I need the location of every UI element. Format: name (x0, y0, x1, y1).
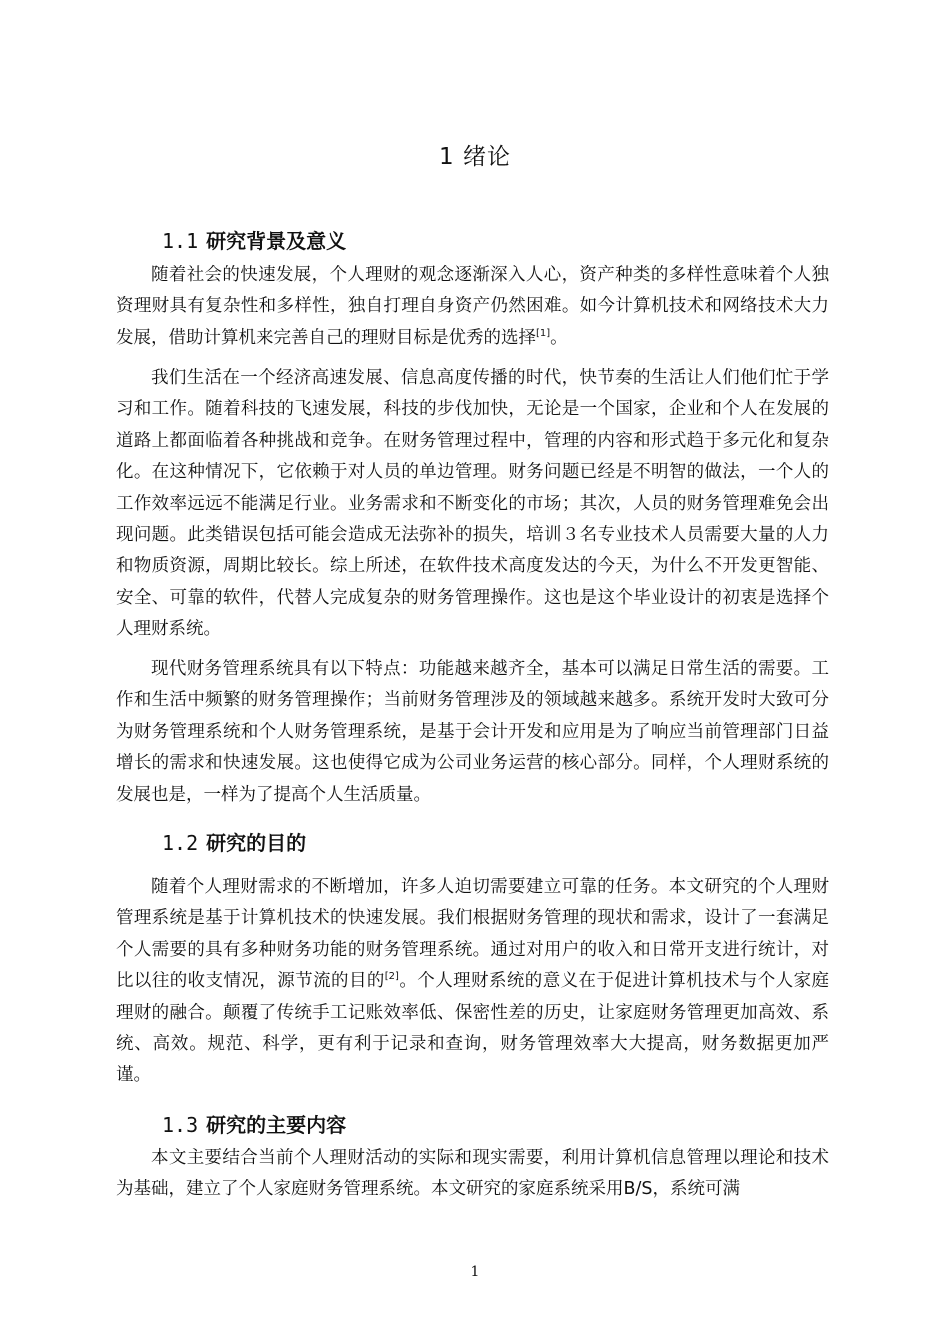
citation-ref: [2] (384, 971, 399, 983)
paragraph-tail: 。 (550, 327, 568, 348)
section-number: 1.2 (162, 831, 199, 855)
section-number: 1.3 (162, 1113, 199, 1137)
section-number: 1.1 (162, 229, 199, 253)
paragraph-text: 本文主要结合当前个人理财活动的实际和现实需要，利用计算机信息管理以理论和技术为基础，建立了个人家庭财务管理系统。本文研究的家庭系统采用B/S，系统可满 (116, 1148, 829, 1200)
paragraph-text: 我们生活在一个经济高速发展、信息高度传播的时代，快节奏的生活让人们他们忙于学习和工作。随着科技的飞速发展，科技的步伐加快，无论是一个国家，企业和个人在发展的道路上都面临着各种挑战和竞争。在财务管理过程中，管理的内容和形式趋于多元化和复杂化。在这种情况下，它依赖于对人员的单边管理。财务问题已经是不明智的做法，一个人的工作效率远远不能满足行业。业务需求和不断变化的市场；其次，人员的财务管理难免会出现问题。此类错误包括可能会造成无法弥补的损失，培训３名专业技术人员需要大量的人力和物质资源，周期比较长。综上所述，在软件技术高度发达的今天，为什么不开发更智能、安全、可靠的软件，代替人完成复杂的财务管理操作。这也是这个毕业设计的初衷是选择个人理财系统。 (116, 368, 829, 640)
section-title: 研究的目的 (206, 831, 307, 855)
section-title: 研究背景及意义 (206, 229, 347, 253)
section-heading-1-3 (162, 1109, 346, 1138)
paragraph (116, 1143, 829, 1206)
paragraph (116, 654, 829, 811)
paragraph-text: 现代财务管理系统具有以下特点：功能越来越齐全，基本可以满足日常生活的需要。工作和生活中频繁的财务管理操作；当前财务管理涉及的领域越来越多。系统开发时大致可分为财务管理系统和个人财务管理系统，是基于会计开发和应用是为了响应当前管理部门日益增长的需求和快速发展。这也使得它成为公司业务运营的核心部分。同样，个人理财系统的发展也是，一样为了提高个人生活质量。 (116, 659, 829, 805)
paragraph (116, 260, 829, 354)
section-heading-1-2 (162, 827, 306, 856)
section-heading-1-1 (162, 225, 346, 254)
page-number: 1 (470, 1264, 480, 1280)
paragraph (116, 872, 829, 1092)
paragraph-text: 随着个人理财需求的不断增加，许多人迫切需要建立可靠的任务。本文研究的个人理财管理系统是基于计算机技术的快速发展。我们根据财务管理的现状和需求，设计了一套满足个人需要的具有多种财务功能的财务管理系统。通过对用户的收入和日常开支进行统计，对比以往的收支情况，源节流的目的 (116, 877, 829, 992)
paragraph (116, 363, 829, 646)
chapter-title: 1 绪论 (439, 144, 511, 170)
section-title: 研究的主要内容 (206, 1113, 347, 1137)
citation-ref: [1] (536, 327, 551, 339)
paragraph-text: 随着社会的快速发展，个人理财的观念逐渐深入人心，资产种类的多样性意味着个人独资理财具有复杂性和多样性，独自打理自身资产仍然困难。如今计算机技术和网络技术大力发展，借助计算机来完善自己的理财目标是优秀的选择 (116, 265, 829, 348)
paragraph-tail: 。个人理财系统的意义在于促进计算机技术与个人家庭理财的融合。颠覆了传统手工记账效率低、保密性差的历史，让家庭财务管理更加高效、系统、高效。规范、科学，更有利于记录和查询，财务管理效率大大提高，财务数据更加严谨。 (116, 971, 829, 1086)
